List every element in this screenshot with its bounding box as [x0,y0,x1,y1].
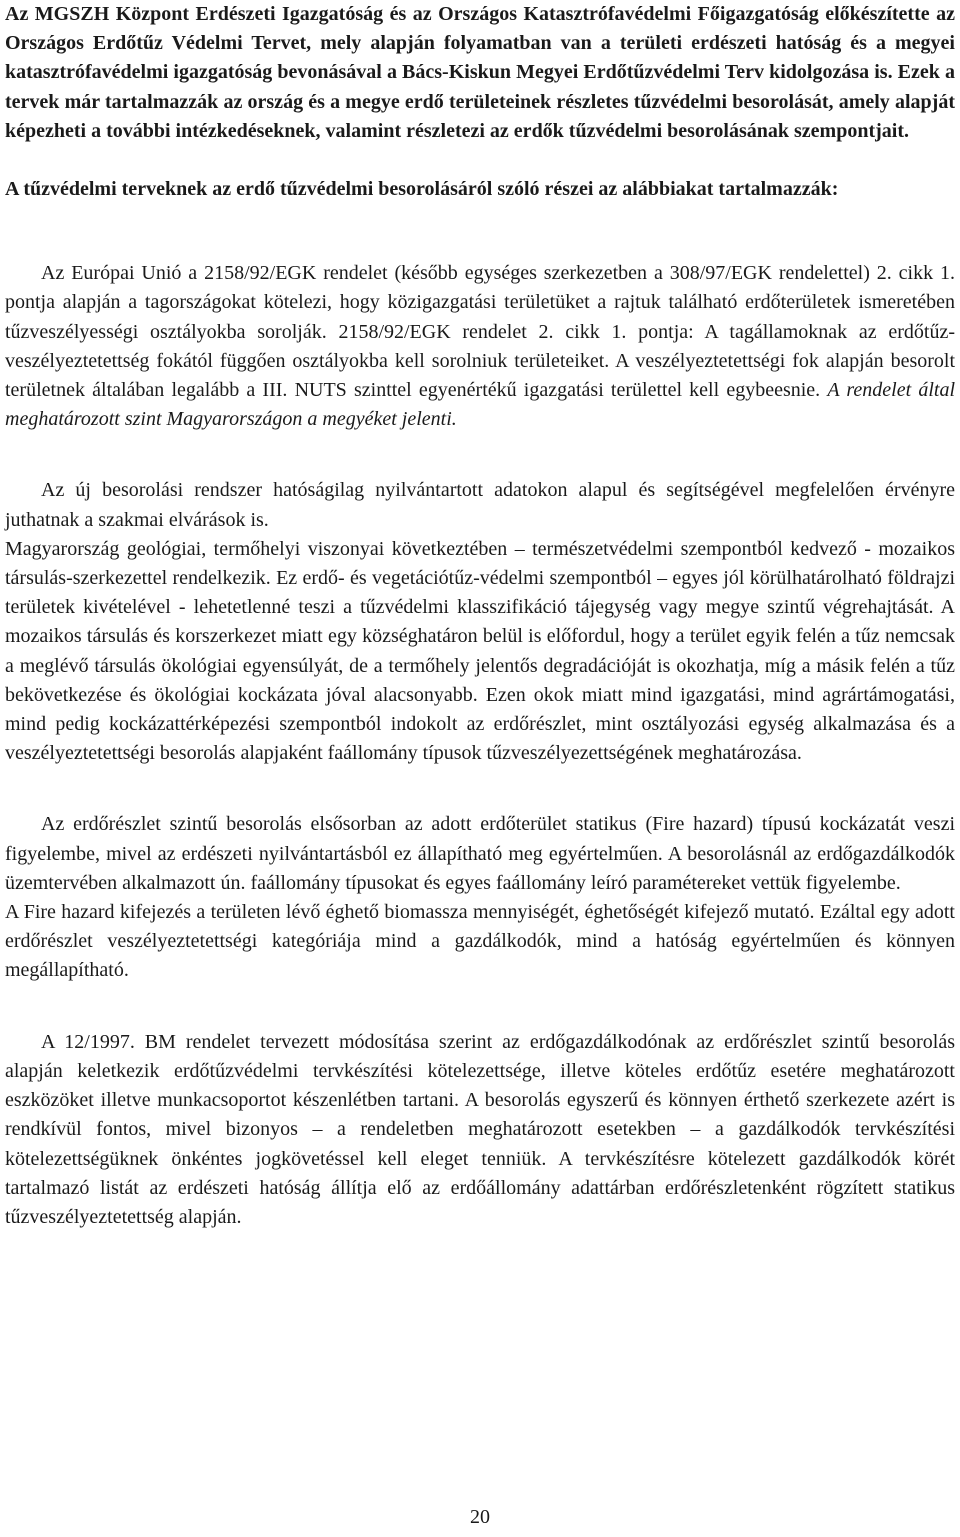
document-page [5,0,955,1232]
paragraph-stand-level: Az erdőrészlet szintű besorolás elsősorban az adott erdőterület statikus (Fire hazard) típusú kockázatát veszi figyelembe, mivel az erdészeti nyilvántartásból ez állapítható meg egyértelműen. A besorolásnál az erdőgazdálkodók üzemtervében alkalmazott ún. faállomány típusokat és egyes faállomány leíró paramétereket vettük figyelembe. [5,813,955,894]
intro-paragraph: Az MGSZH Központ Erdészeti Igazgatóság és az Országos Katasztrófavédelmi Főigazgatóság előkészítette az Országos Erdőtűz Védelmi Tervet, mely alapján folyamatban van a területi erdészeti hatóság és a megyei katasztrófavédelmi igazgatóság bevonásával a Bács-Kiskun Megyei Erdőtűzvédelmi Terv kidolgozása is. Ezek a tervek már tartalmazzák az ország és a megye erdő területeinek részletes tűzvédelmi besorolását, amely alapját képezheti a további intézkedéseknek, valamint részletezi az erdők tűzvédelmi besorolásának szempontjait. [5,3,955,142]
regulation-italic-note: A rendelet által meghatározott szint Magyarországon a megyéket jelenti. [5,379,956,431]
paragraph-bm-decree: A 12/1997. BM rendelet tervezett módosítása szerint az erdőgazdálkodónak az erdőrészlet szintű besorolás alapján keletkezik erdőtűzvédelmi tervkészítési kötelezettsége, illetve köteles erdőtűz esetére meghatározott eszközöket illetve munkacsoportot készenlétben tartani. A besorolás egyszerű és könnyen érthető szerkezete azért is rendkívül fontos, mivel bizonyos – a rendeletben meghatározott esetekben – a gazdálkodók tervkészítési kötelezettségüknek önkéntes jogkövetéssel kell eleget tenniük. A tervkészítésre kötelezett gazdálkodók körét tartalmazó listát az erdészeti hatóság állítja elő az erdőállomány adattárban erdőrészletenként rögzített statikus tűzveszélyeztetettség alapján. [5,1030,955,1228]
paragraph-geology: Magyarország geológiai, termőhelyi viszonyai következtében – természetvédelmi szempontból kedvező - mozaikos társulás-szerkezettel rendelkezik. Ez erdő- és vegetációtűz-védelmi szempontból – egyes jól körülhatárolható földrajzi területek kivételével - lehetetlenné teszi a tűzvédelmi klasszifikáció tájegység vagy megye szintű végrehajtását. A mozaikos társulás és korszerkezet miatt egy községhatáron belül is előfordul, hogy a terület egyik felén a tűz nemcsak a meglévő társulás ökológiai egyensúlyát, de a termőhely jelentős degradációját is okozhatja, míg a másik felén a tűz bekövetkezése és ökológiai kockázata jóval alacsonyabb. Ezen okok miatt mind igazgatási, mind agrártámogatási, mind pedig kockázattérképezési szempontból indokolt az erdőrészlet, mint osztályozási egység alkalmazása és a veszélyeztetettségi besorolás alapjaként faállomány típusok tűzveszélyezettségének meghatározása. [5,537,955,765]
page-number: 20 [470,1506,490,1528]
regulation-paragraph [5,259,955,434]
regulation-text: Az Európai Unió a 2158/92/EGK rendelet (később egységes szerkezetben a 308/97/EGK rendelettel) 2. cikk 1. pontja alapján a tagországokat kötelezi, hogy közigazgatási területüket a rajtuk található erdőterületek ismeretében tűzveszélyességi osztályokba sorolják. 2158/92/EGK rendelet 2. cikk 1. pontja: A tagállamoknak az erdőtűz-veszélyeztetettség fokától függően osztályokba kell sorolniuk területeiket. A veszélyeztetettségi fok alapján besorolt területnek általában legalább a III. NUTS szinttel egyenértékű igazgatási területtel kell egybeesnie. [5,262,955,402]
paragraph-fire-hazard: A Fire hazard kifejezés a területen lévő éghető biomassza mennyiségét, éghetőségét kifejező mutató. Ezáltal egy adott erdőrészlet veszélyeztetettségi kategóriája mind a gazdálkodók, mind a hatóság egyértelműen és könnyen megállapítható. [5,901,955,982]
paragraph-new-system: Az új besorolási rendszer hatóságilag nyilvántartott adatokon alapul és segítségével megfelelően érvényre juthatnak a szakmai elvárások is. [5,479,955,531]
section-heading: A tűzvédelmi terveknek az erdő tűzvédelmi besorolásáról szóló részei az alábbiakat tartalmazzák: [5,178,839,201]
